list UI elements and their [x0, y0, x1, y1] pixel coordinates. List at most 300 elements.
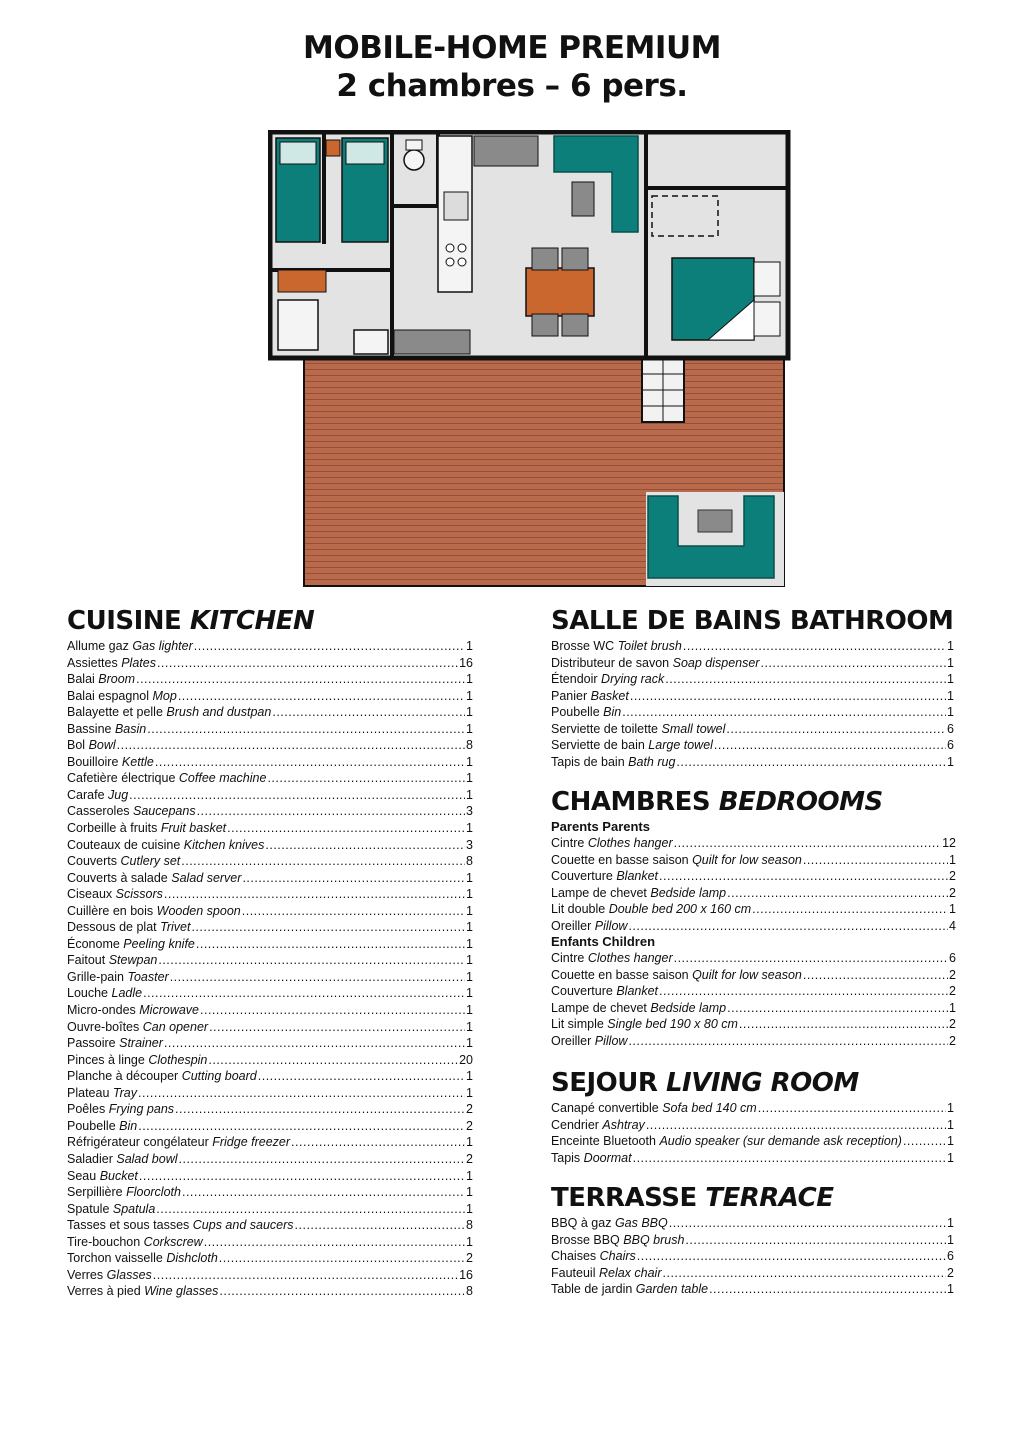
dot-leader	[258, 1068, 465, 1085]
item-quantity: 16	[459, 655, 473, 670]
dot-leader	[138, 1118, 465, 1135]
dot-leader	[200, 1002, 465, 1019]
inventory-row	[67, 1068, 473, 1085]
item-label	[67, 1250, 218, 1267]
inventory-row	[551, 983, 956, 1000]
item-name-fr: Planche à découper	[67, 1069, 179, 1084]
item-quantity: 2	[949, 967, 956, 982]
inventory-row	[67, 1151, 473, 1168]
inventory-row	[67, 985, 473, 1002]
kitchen-heading: CUISINE KITCHEN	[67, 606, 315, 636]
item-label	[67, 688, 177, 705]
item-quantity: 6	[947, 721, 954, 736]
item-label	[67, 837, 264, 854]
item-name-en: Tray	[112, 1085, 137, 1100]
item-label	[67, 1002, 199, 1019]
item-name-fr: Étendoir	[551, 672, 598, 687]
dot-leader	[157, 655, 458, 672]
item-name-en: Kitchen knives	[183, 837, 265, 852]
item-name-fr: Faitout	[67, 953, 106, 968]
item-quantity: 8	[466, 1218, 473, 1233]
dot-leader	[170, 969, 465, 986]
item-label	[551, 1232, 684, 1249]
item-name-en: Brush and dustpan	[166, 705, 272, 720]
item-name-fr: Pinces à linge	[67, 1052, 145, 1067]
dot-leader	[760, 655, 946, 672]
dot-leader	[628, 918, 948, 935]
dot-leader	[676, 754, 946, 771]
item-quantity: 1	[466, 986, 473, 1001]
item-label	[551, 1215, 668, 1232]
inventory-row	[67, 1134, 473, 1151]
item-name-fr: Serviette de bain	[551, 738, 645, 753]
item-name-fr: Couteaux de cuisine	[67, 837, 181, 852]
item-quantity: 1	[466, 1003, 473, 1018]
item-label	[551, 721, 725, 738]
item-name-en: Ladle	[111, 986, 143, 1001]
dot-leader	[182, 1184, 465, 1201]
item-quantity: 1	[466, 787, 473, 802]
inventory-row	[551, 901, 956, 918]
item-name-en: Glasses	[106, 1267, 152, 1282]
item-name-fr: Casseroles	[67, 804, 130, 819]
item-label	[551, 704, 621, 721]
inventory-row	[551, 1265, 954, 1282]
inventory-row	[551, 1215, 954, 1232]
inventory-row	[551, 671, 954, 688]
inventory-row	[67, 820, 473, 837]
item-label	[67, 985, 142, 1002]
dot-leader	[181, 853, 465, 870]
inventory-row	[67, 737, 473, 754]
item-quantity: 2	[466, 1251, 473, 1266]
item-label	[551, 1281, 708, 1298]
item-label	[67, 969, 169, 986]
entry-steps	[642, 358, 684, 422]
item-quantity: 8	[466, 738, 473, 753]
inventory-row	[551, 638, 954, 655]
item-name-fr: Balai	[67, 672, 95, 687]
item-label	[551, 737, 713, 754]
item-name-fr: Micro-ondes	[67, 1003, 136, 1018]
dot-leader	[291, 1134, 465, 1151]
living-heading: SEJOUR LIVING ROOM	[551, 1068, 859, 1098]
dot-leader	[242, 903, 465, 920]
item-name-en: Microwave	[139, 1003, 200, 1018]
item-name-fr: Couverture	[551, 869, 613, 884]
item-name-en: Large towel	[648, 738, 713, 753]
item-name-en: Toaster	[127, 969, 169, 984]
floor-plan	[268, 130, 792, 590]
item-name-en: Trivet	[160, 920, 191, 935]
terrace-list	[551, 1215, 954, 1298]
item-quantity: 1	[466, 953, 473, 968]
item-label	[551, 868, 658, 885]
inventory-row	[67, 655, 473, 672]
item-quantity: 1	[466, 1168, 473, 1183]
item-label	[551, 1133, 902, 1150]
item-name-en: Audio speaker (sur demande ask reception)	[659, 1134, 902, 1149]
dot-leader	[219, 1283, 465, 1300]
item-name-en: BBQ brush	[623, 1232, 685, 1247]
inventory-row	[551, 1150, 954, 1167]
dot-leader	[272, 704, 465, 721]
inventory-row	[551, 1117, 954, 1134]
item-name-fr: Poêles	[67, 1102, 106, 1117]
item-name-fr: Poubelle	[551, 705, 600, 720]
inventory-row	[551, 918, 956, 935]
item-label	[67, 721, 146, 738]
item-label	[67, 903, 241, 920]
item-label	[67, 1134, 290, 1151]
inventory-row	[551, 704, 954, 721]
item-name-fr: Assiettes	[67, 655, 118, 670]
dot-leader	[242, 870, 465, 887]
inventory-row	[551, 1100, 954, 1117]
inventory-row	[551, 1232, 954, 1249]
item-quantity: 1	[949, 1000, 956, 1015]
item-label	[551, 1033, 627, 1050]
item-label	[551, 1117, 645, 1134]
dot-leader	[659, 868, 948, 885]
item-name-fr: Cendrier	[551, 1117, 599, 1132]
item-quantity: 1	[466, 721, 473, 736]
item-quantity: 2	[466, 1118, 473, 1133]
item-name-en: Floorcloth	[126, 1185, 181, 1200]
item-name-fr: Couverts à salade	[67, 870, 168, 885]
terrace-table	[698, 510, 732, 532]
item-name-en: Cutting board	[181, 1069, 257, 1084]
dot-leader	[138, 1085, 465, 1102]
item-quantity: 8	[466, 1284, 473, 1299]
item-label	[67, 1101, 174, 1118]
item-label	[67, 1168, 138, 1185]
item-label	[551, 754, 675, 771]
item-name-fr: Lit double	[551, 902, 606, 917]
item-label	[551, 1150, 632, 1167]
item-name-en: Fruit basket	[160, 821, 227, 836]
item-name-en: Pillow	[594, 918, 628, 933]
washbasin	[354, 330, 388, 354]
item-name-en: Pillow	[594, 1034, 628, 1049]
item-name-en: Cutlery set	[120, 854, 181, 869]
item-name-fr: BBQ à gaz	[551, 1216, 612, 1230]
item-name-en: Corkscrew	[143, 1234, 203, 1249]
item-name-fr: Bouilloire	[67, 754, 119, 769]
item-name-fr: Couette en basse saison	[551, 852, 689, 867]
dot-leader	[739, 1016, 948, 1033]
item-name-fr: Lit simple	[551, 1017, 604, 1032]
item-quantity: 1	[466, 969, 473, 984]
item-quantity: 1	[466, 1019, 473, 1034]
dot-leader	[628, 1033, 948, 1050]
dot-leader	[129, 787, 465, 804]
inventory-row	[67, 671, 473, 688]
item-label	[551, 1265, 662, 1282]
item-label	[67, 803, 196, 820]
item-label	[67, 1151, 178, 1168]
item-name-en: Strainer	[119, 1036, 163, 1051]
item-name-fr: Tapis de bain	[551, 754, 625, 769]
item-label	[551, 655, 759, 672]
dot-leader	[197, 803, 465, 820]
dot-leader	[164, 1035, 465, 1052]
shower	[278, 300, 318, 350]
item-name-en: Clothespin	[148, 1052, 208, 1067]
item-label	[67, 787, 128, 804]
item-quantity: 1	[947, 1150, 954, 1165]
inventory-row	[67, 1168, 473, 1185]
item-name-fr: Balayette et pelle	[67, 705, 163, 720]
dot-leader	[219, 1250, 465, 1267]
dot-leader	[685, 1232, 946, 1249]
inventory-row	[67, 1201, 473, 1218]
item-label	[67, 1118, 137, 1135]
living-list	[551, 1100, 954, 1166]
item-name-en: Quilt for low season	[692, 852, 802, 867]
inventory-row	[67, 837, 473, 854]
item-name-en: Cups and saucers	[192, 1218, 294, 1233]
item-label	[551, 1100, 757, 1117]
item-quantity: 1	[466, 1201, 473, 1216]
inventory-row	[67, 1250, 473, 1267]
inventory-row	[67, 1035, 473, 1052]
item-name-en: Bath rug	[628, 754, 676, 769]
item-name-en: Bin	[603, 705, 622, 720]
dot-leader	[674, 835, 941, 852]
kitchen-list	[67, 638, 473, 1300]
dot-leader	[265, 837, 465, 854]
item-name-en: Ashtray	[602, 1117, 645, 1132]
item-name-en: Can opener	[142, 1019, 209, 1034]
item-name-en: Gas BBQ	[614, 1216, 668, 1230]
item-name-fr: Passoire	[67, 1036, 116, 1051]
item-name-en: Blanket	[616, 984, 659, 999]
parents-list	[551, 835, 956, 934]
item-label	[67, 1234, 203, 1251]
inventory-row	[67, 688, 473, 705]
inventory-row	[67, 754, 473, 771]
item-quantity: 2	[947, 1265, 954, 1280]
page-subtitle: 2 chambres – 6 pers.	[336, 68, 688, 104]
inventory-row	[67, 919, 473, 936]
item-quantity: 1	[947, 655, 954, 670]
bathroom-heading: SALLE DE BAINS BATHROOM	[551, 606, 954, 636]
inventory-row	[551, 721, 954, 738]
item-quantity: 6	[947, 1249, 954, 1264]
dot-leader	[646, 1117, 946, 1134]
inventory-row	[551, 688, 954, 705]
item-quantity: 1	[466, 639, 473, 653]
item-name-fr: Carafe	[67, 787, 105, 802]
inventory-row	[67, 969, 473, 986]
item-name-en: Bedside lamp	[650, 885, 727, 900]
item-name-fr: Oreiller	[551, 918, 592, 933]
terrace-heading: TERRASSE TERRACE	[551, 1183, 834, 1213]
item-quantity: 1	[947, 1101, 954, 1115]
dot-leader	[752, 901, 948, 918]
dot-leader	[209, 1019, 465, 1036]
item-quantity: 1	[949, 852, 956, 867]
item-quantity: 1	[947, 1134, 954, 1149]
item-name-fr: Ciseaux	[67, 887, 113, 902]
item-name-fr: Brosse BBQ	[551, 1232, 620, 1247]
dot-leader	[194, 638, 465, 655]
item-name-fr: Cintre	[551, 951, 585, 966]
item-name-fr: Oreiller	[551, 1034, 592, 1049]
inventory-row	[67, 1019, 473, 1036]
item-name-fr: Économe	[67, 936, 120, 951]
inventory-row	[67, 1101, 473, 1118]
item-name-fr: Cuillère en bois	[67, 903, 154, 918]
dot-leader	[663, 1265, 947, 1282]
item-name-fr: Canapé convertible	[551, 1101, 659, 1115]
item-name-fr: Poubelle	[67, 1118, 116, 1133]
inventory-row	[67, 787, 473, 804]
item-name-fr: Verres	[67, 1267, 104, 1282]
item-label	[67, 1283, 218, 1300]
inventory-row	[67, 704, 473, 721]
item-name-en: Gas lighter	[132, 639, 193, 653]
item-quantity: 1	[466, 754, 473, 769]
kitchen-cabinets-top	[474, 136, 538, 166]
dot-leader	[683, 638, 946, 655]
parents-subheading: Parents Parents	[551, 819, 650, 834]
wardrobe	[278, 270, 326, 292]
item-name-en: Jug	[108, 787, 129, 802]
item-name-fr: Saladier	[67, 1151, 113, 1166]
inventory-row	[551, 1016, 956, 1033]
dot-leader	[136, 671, 465, 688]
item-name-fr: Bassine	[67, 721, 112, 736]
item-name-fr: Serviette de toilette	[551, 721, 659, 736]
item-name-fr: Lampe de chevet	[551, 1000, 647, 1015]
dining-table	[526, 268, 594, 316]
bathroom-list	[551, 638, 954, 770]
item-quantity: 20	[459, 1052, 473, 1067]
item-quantity: 2	[949, 869, 956, 884]
item-label	[67, 886, 163, 903]
inventory-row	[551, 868, 956, 885]
item-name-fr: Dessous de plat	[67, 920, 157, 935]
dot-leader	[143, 985, 465, 1002]
item-name-en: Stewpan	[108, 953, 158, 968]
item-name-en: Frying pans	[108, 1102, 175, 1117]
children-subheading: Enfants Children	[551, 934, 656, 950]
item-name-en: Bowl	[88, 738, 116, 753]
dot-leader	[803, 967, 948, 984]
item-label	[551, 1000, 726, 1017]
item-quantity: 1	[947, 1216, 954, 1230]
item-quantity: 1	[947, 1117, 954, 1132]
inventory-row	[551, 950, 956, 967]
item-name-en: Double bed 200 x 160 cm	[608, 902, 752, 917]
item-quantity: 16	[459, 1267, 473, 1282]
inventory-row	[67, 1217, 473, 1234]
item-name-fr: Spatule	[67, 1201, 110, 1216]
item-name-fr: Cafetière électrique	[67, 771, 176, 786]
item-quantity: 1	[466, 887, 473, 902]
item-label	[67, 820, 226, 837]
dot-leader	[117, 737, 465, 754]
dot-leader	[155, 754, 465, 771]
item-quantity: 1	[466, 1085, 473, 1100]
item-label	[67, 754, 154, 771]
dot-leader	[637, 1248, 946, 1265]
item-name-en: Relax chair	[598, 1265, 662, 1280]
dot-leader	[147, 721, 465, 738]
inventory-row	[67, 770, 473, 787]
item-name-fr: Cintre	[551, 836, 585, 850]
item-quantity: 1	[947, 705, 954, 720]
item-name-fr: Tapis	[551, 1150, 581, 1165]
item-label	[67, 737, 116, 754]
dot-leader	[295, 1217, 466, 1234]
item-name-en: Kettle	[121, 754, 154, 769]
item-label	[551, 688, 629, 705]
item-name-fr: Allume gaz	[67, 639, 129, 653]
item-label	[551, 852, 802, 869]
item-name-fr: Lampe de chevet	[551, 885, 647, 900]
item-quantity: 1	[947, 672, 954, 687]
item-label	[67, 1267, 152, 1284]
item-quantity: 1	[466, 1234, 473, 1249]
item-label	[67, 1035, 163, 1052]
item-quantity: 6	[949, 951, 956, 966]
bathroom-section	[551, 606, 954, 770]
item-quantity: 4	[949, 918, 956, 933]
item-name-fr: Bol	[67, 738, 86, 753]
item-label	[67, 1201, 155, 1218]
item-label	[551, 638, 682, 655]
inventory-row	[67, 1184, 473, 1201]
item-name-fr: Couverts	[67, 854, 118, 869]
inventory-row	[67, 936, 473, 953]
item-quantity: 1	[466, 688, 473, 703]
item-name-en: Bin	[119, 1118, 138, 1133]
coffee-table	[572, 182, 594, 216]
page-title: MOBILE-HOME PREMIUM	[303, 30, 721, 66]
dot-leader	[139, 1168, 465, 1185]
dot-leader	[204, 1234, 465, 1251]
item-quantity: 1	[466, 1135, 473, 1150]
inventory-row	[67, 886, 473, 903]
item-name-fr: Plateau	[67, 1085, 110, 1100]
item-quantity: 1	[466, 1069, 473, 1084]
inventory-row	[67, 903, 473, 920]
inventory-row	[551, 1000, 956, 1017]
dot-leader	[179, 1151, 466, 1168]
item-name-en: Blanket	[616, 869, 659, 884]
item-name-en: Mop	[152, 688, 177, 703]
inventory-row	[67, 1085, 473, 1102]
inventory-row	[551, 852, 956, 869]
inventory-row	[67, 853, 473, 870]
dot-leader	[191, 919, 465, 936]
item-name-en: Scissors	[115, 887, 163, 902]
item-name-en: Basin	[114, 721, 147, 736]
item-quantity: 1	[466, 672, 473, 687]
item-name-fr: Serpillière	[67, 1185, 123, 1200]
inventory-row	[551, 1133, 954, 1150]
dot-leader	[164, 886, 465, 903]
item-name-en: Peeling knife	[123, 936, 195, 951]
toilet	[404, 150, 424, 170]
item-quantity: 2	[949, 984, 956, 999]
bedrooms-heading: CHAMBRES BEDROOMS	[551, 787, 883, 817]
item-label	[551, 967, 802, 984]
item-name-fr: Couverture	[551, 984, 613, 999]
